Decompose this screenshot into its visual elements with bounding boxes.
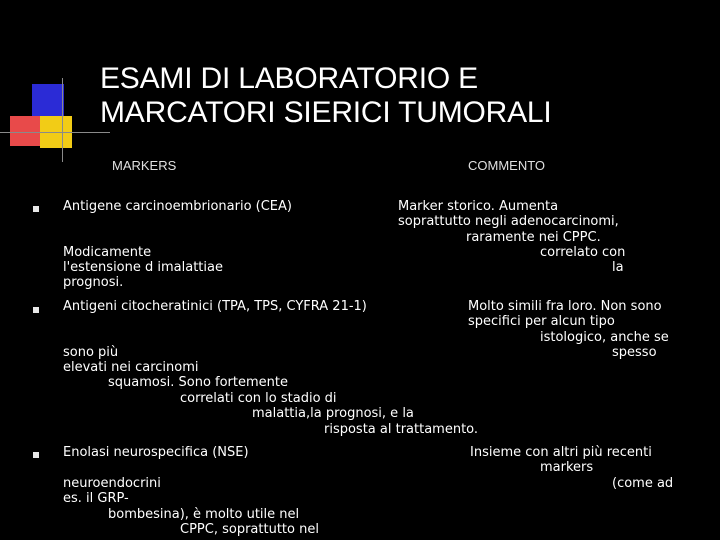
extra-cea-line-3: prognosi. bbox=[63, 275, 124, 290]
extra-nse-line-1: neuroendocrini bbox=[63, 476, 161, 491]
red-square-shape bbox=[10, 116, 40, 146]
extra-nse-line-4: CPPC, soprattutto nel bbox=[180, 522, 319, 537]
column-header-markers: MARKERS bbox=[112, 158, 177, 173]
extra-cito-line-6: risposta al trattamento. bbox=[324, 422, 479, 437]
slide-title-line-1: ESAMI DI LABORATORIO E bbox=[100, 62, 478, 95]
marker-citocheratine: Antigeni citocheratinici (TPA, TPS, CYFRA 21-1) bbox=[63, 299, 367, 314]
slide-title-line-2: MARCATORI SIERICI TUMORALI bbox=[100, 96, 552, 129]
comment-cito-line-2: specifici per alcun tipo bbox=[468, 314, 615, 329]
comment-cito-line-1: Molto simili fra loro. Non sono bbox=[468, 299, 662, 314]
bullet-icon bbox=[33, 452, 39, 458]
comment-cea-line-1: Marker storico. Aumenta bbox=[398, 199, 559, 214]
extra-cea-line-1: Modicamente bbox=[63, 245, 152, 260]
comment-nse-line-2: markers bbox=[540, 460, 594, 475]
comment-cea-line-3: raramente nei CPPC. bbox=[466, 230, 601, 245]
marker-cea: Antigene carcinoembrionario (CEA) bbox=[63, 199, 292, 214]
bullet-icon bbox=[33, 206, 39, 212]
vertical-rule bbox=[62, 78, 63, 162]
bullet-icon bbox=[33, 307, 39, 313]
extra-nse-line-2: es. il GRP- bbox=[63, 491, 129, 506]
comment-cea-line-4: correlato con bbox=[540, 245, 626, 260]
slide-title bbox=[100, 62, 700, 130]
marker-nse: Enolasi neurospecifica (NSE) bbox=[63, 445, 249, 460]
comment-nse-line-3: (come ad bbox=[612, 476, 674, 491]
comment-nse-line-1: Insieme con altri più recenti bbox=[470, 445, 652, 460]
extra-cito-line-1: sono più bbox=[63, 345, 119, 360]
extra-cea-line-2: l'estensione d imalattiae bbox=[63, 260, 223, 275]
extra-cito-line-4: correlati con lo stadio di bbox=[180, 391, 337, 406]
extra-cito-line-2: elevati nei carcinomi bbox=[63, 360, 199, 375]
decorative-logo bbox=[0, 70, 110, 160]
extra-cito-line-5: malattia,la prognosi, e la bbox=[252, 406, 414, 421]
comment-cea-line-5: la bbox=[612, 260, 624, 275]
horizontal-rule bbox=[0, 132, 110, 133]
extra-cito-line-3: squamosi. Sono fortemente bbox=[108, 375, 288, 390]
comment-cito-line-3: istologico, anche se bbox=[540, 330, 669, 345]
column-header-commento: COMMENTO bbox=[468, 158, 546, 173]
blue-square-shape bbox=[32, 84, 64, 116]
comment-cea-line-2: soprattutto negli adenocarcinomi, bbox=[398, 214, 619, 229]
extra-nse-line-3: bombesina), è molto utile nel bbox=[108, 507, 300, 522]
comment-cito-line-4: spesso bbox=[612, 345, 657, 360]
